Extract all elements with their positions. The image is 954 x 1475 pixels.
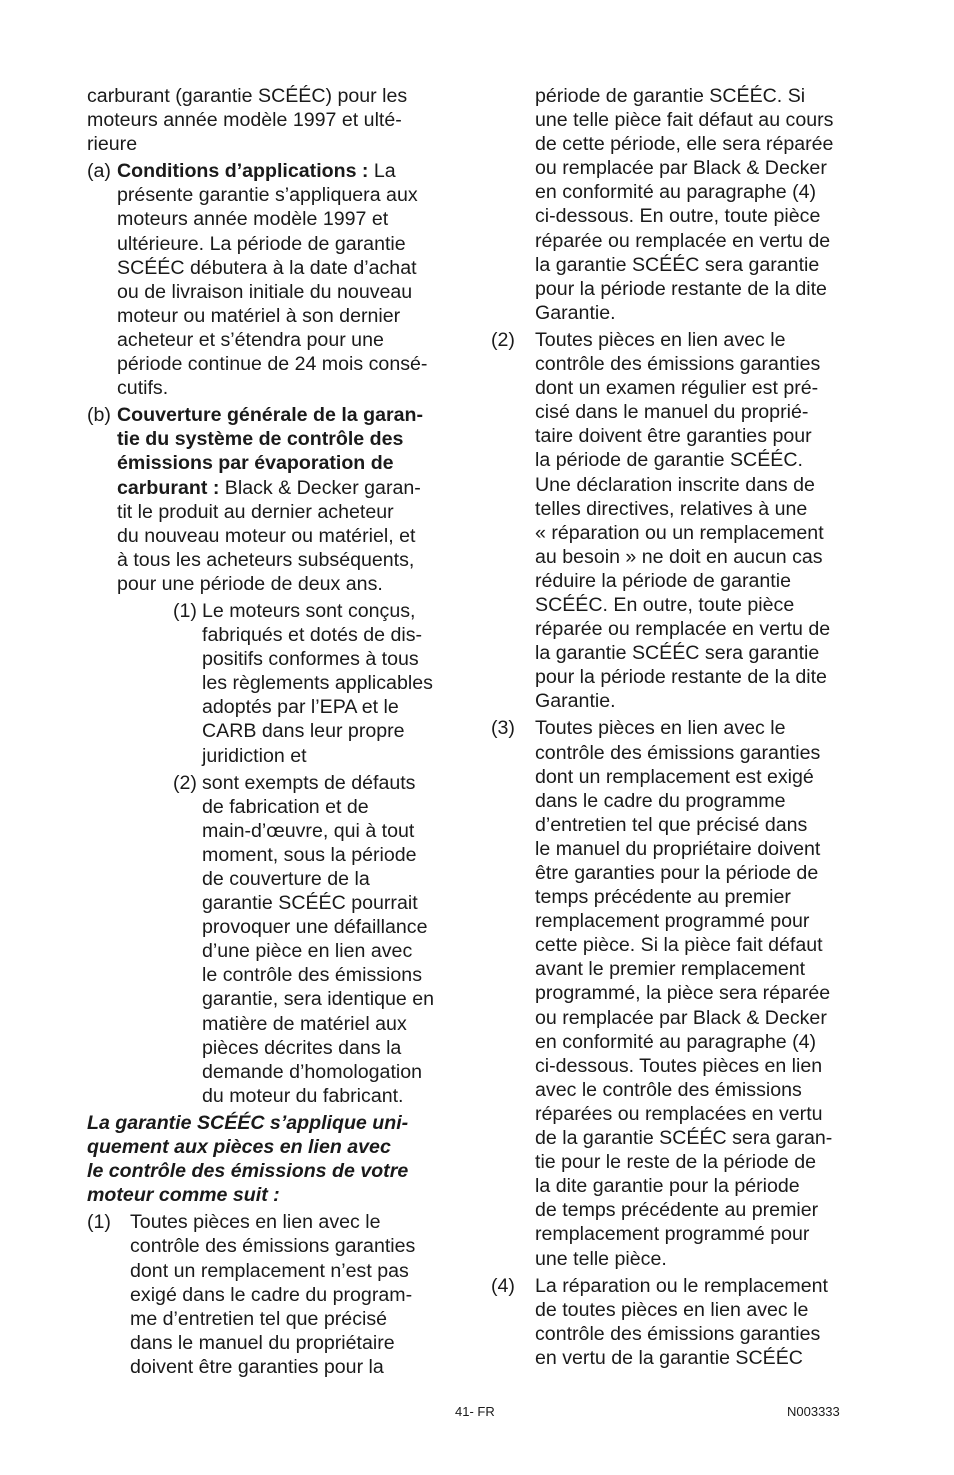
text-line: SCÉÉC débutera à la date d’achat bbox=[117, 256, 417, 279]
item-1 bbox=[87, 1210, 465, 1379]
text-line: Une déclaration inscrite dans de bbox=[535, 473, 815, 496]
text-line: La réparation ou le remplacement bbox=[535, 1274, 828, 1297]
text-line: carburant (garantie SCÉÉC) pour les bbox=[87, 85, 408, 107]
text-line: Le moteurs sont conçus, bbox=[202, 599, 416, 622]
text-line: en conformité au paragraphe (4) bbox=[535, 181, 817, 204]
text-line: à tous les acheteurs subséquents, bbox=[117, 548, 415, 571]
text-line: tie pour le reste de la période de bbox=[535, 1151, 817, 1174]
text-line: ci-dessous. Toutes pièces en lien bbox=[535, 1054, 823, 1077]
text-line: moteurs année modèle 1997 et bbox=[117, 208, 389, 231]
text-line: de la garantie SCÉÉC sera garan- bbox=[535, 1127, 833, 1150]
text-line: contrôle des émissions garanties bbox=[535, 353, 821, 376]
section-a-label: (a) bbox=[87, 160, 111, 183]
text-line: cette pièce. Si la pièce fait défaut bbox=[535, 934, 823, 957]
text-line: positifs conformes à tous bbox=[202, 648, 419, 671]
text-line: pièces décrites dans la bbox=[202, 1036, 402, 1059]
text-line: moteurs année modèle 1997 et ulté- bbox=[87, 109, 402, 132]
text-line: Garantie. bbox=[535, 301, 616, 324]
text-line: temps précédente au premier bbox=[535, 886, 791, 909]
text-line: au besoin » ne doit en aucun cas bbox=[535, 545, 823, 568]
text-line: rieure bbox=[87, 133, 138, 156]
text-line: du nouveau moteur ou matériel, et bbox=[117, 524, 416, 547]
item-1-label: (1) bbox=[87, 1211, 111, 1234]
subitem-b2 bbox=[87, 771, 465, 1108]
text-line: contrôle des émissions garanties bbox=[535, 1322, 821, 1345]
text-line: dont un examen régulier est pré- bbox=[535, 377, 819, 400]
text-line: pour la période restante de la dite bbox=[535, 277, 827, 300]
heading-line: le contrôle des émissions de votre bbox=[87, 1160, 409, 1183]
text-line: d’une pièce en lien avec bbox=[202, 940, 413, 963]
text-line: dans le cadre du programme bbox=[535, 789, 786, 812]
text-line: dans le manuel du propriétaire bbox=[130, 1331, 395, 1354]
text-line: une telle pièce fait défaut au cours bbox=[535, 109, 834, 132]
text-line: exigé dans le cadre du program- bbox=[130, 1283, 413, 1306]
text-line: la dite garantie pour la période bbox=[535, 1175, 800, 1198]
text-line: de cette période, elle sera réparée bbox=[535, 133, 834, 156]
text-line: pour la période restante de la dite bbox=[535, 666, 827, 689]
text-line: réparée ou remplacée en vertu de bbox=[535, 229, 831, 252]
text-line: ci-dessous. En outre, toute pièce bbox=[535, 205, 821, 228]
text-line: sont exempts de défauts bbox=[202, 771, 416, 794]
text-line: avec le contrôle des émissions bbox=[535, 1078, 802, 1101]
text-line: remplacement programmé pour bbox=[535, 1223, 810, 1246]
text-line: programmé, la pièce sera réparée bbox=[535, 982, 831, 1005]
text-line: les règlements applicables bbox=[202, 672, 433, 695]
text-line: la garantie SCÉÉC sera garantie bbox=[535, 253, 820, 276]
section-b-label: (b) bbox=[87, 404, 111, 427]
intro-paragraph bbox=[87, 84, 465, 156]
item-4-label: (4) bbox=[491, 1274, 515, 1297]
subitem-b2-label: (2) bbox=[173, 771, 197, 794]
text-line: cisé dans le manuel du proprié- bbox=[535, 401, 809, 424]
text-line: provoquer une défaillance bbox=[202, 916, 428, 939]
text-line: doivent être garanties pour la bbox=[130, 1355, 384, 1378]
text-line: période continue de 24 mois consé- bbox=[117, 353, 428, 376]
text-line: moment, sous la période bbox=[202, 843, 417, 866]
text-line: dont un remplacement est exigé bbox=[535, 765, 814, 788]
text-line: de fabrication et de bbox=[202, 795, 369, 818]
text-line: « réparation ou un remplacement bbox=[535, 521, 824, 544]
text-line: juridiction et bbox=[202, 744, 307, 767]
section-b bbox=[87, 403, 465, 596]
text-line: réparées ou remplacées en vertu bbox=[535, 1102, 823, 1125]
text-line: ultérieure. La période de garantie bbox=[117, 232, 406, 255]
heading-line: La garantie SCÉÉC s’applique uni- bbox=[87, 1111, 409, 1134]
document-code: N003333 bbox=[787, 1404, 840, 1419]
right-column bbox=[491, 84, 871, 1370]
text-line: présente garantie s’appliquera aux bbox=[117, 184, 418, 207]
text-line: cutifs. bbox=[117, 377, 169, 400]
text-line: la garantie SCÉÉC sera garantie bbox=[535, 642, 820, 665]
text-line: CARB dans leur propre bbox=[202, 720, 405, 743]
text-line: moteur ou matériel à son dernier bbox=[117, 304, 401, 327]
section-b-title-line: émissions par évaporation de bbox=[117, 452, 394, 475]
item-3-label: (3) bbox=[491, 717, 515, 740]
text-line: taire doivent être garanties pour bbox=[535, 425, 812, 448]
text-line: de temps précédente au premier bbox=[535, 1199, 819, 1222]
text-line: remplacement programmé pour bbox=[535, 910, 810, 933]
item-3 bbox=[491, 716, 871, 1270]
text-line: adoptés par l’EPA et le bbox=[202, 696, 399, 719]
text-fragment: La bbox=[368, 160, 396, 183]
text-line: de toutes pièces en lien avec le bbox=[535, 1298, 809, 1321]
heading-line: moteur comme suit : bbox=[87, 1184, 280, 1207]
item-2 bbox=[491, 328, 871, 714]
text-line: période de garantie SCÉÉC. Si bbox=[535, 85, 806, 107]
text-line: telles directives, relatives à une bbox=[535, 497, 808, 520]
item-1-continuation bbox=[491, 84, 871, 325]
text-fragment: Black & Decker garan- bbox=[219, 476, 421, 499]
text-line: SCÉÉC. En outre, toute pièce bbox=[535, 593, 795, 616]
subitem-b1-label: (1) bbox=[173, 599, 197, 622]
text-line: le manuel du propriétaire doivent bbox=[535, 837, 821, 860]
section-b-title-line: tie du système de contrôle des bbox=[117, 428, 404, 451]
text-line: ou remplacée par Black & Decker bbox=[535, 1006, 827, 1029]
text-line: main-d’œuvre, qui à tout bbox=[202, 819, 415, 842]
text-line: une telle pièce. bbox=[535, 1247, 667, 1270]
left-column bbox=[87, 84, 465, 1379]
text-line: ou remplacée par Black & Decker bbox=[535, 157, 827, 180]
section-b-title-line: Couverture générale de la garan- bbox=[117, 404, 423, 427]
text-line: pour une période de deux ans. bbox=[117, 572, 383, 595]
text-line: Toutes pièces en lien avec le bbox=[535, 717, 786, 740]
scope-heading bbox=[87, 1111, 465, 1207]
text-line: réparée ou remplacée en vertu de bbox=[535, 618, 831, 641]
text-line: Garantie. bbox=[535, 690, 616, 713]
text-line: la période de garantie SCÉÉC. bbox=[535, 449, 803, 472]
text-line: demande d’homologation bbox=[202, 1060, 423, 1083]
text-line: contrôle des émissions garanties bbox=[130, 1235, 416, 1258]
text-line: d’entretien tel que précisé dans bbox=[535, 813, 808, 836]
text-line: Toutes pièces en lien avec le bbox=[535, 328, 786, 351]
text-line: garantie SCÉÉC pourrait bbox=[202, 892, 418, 915]
subitem-b1 bbox=[87, 599, 465, 768]
text-line: du moteur du fabricant. bbox=[202, 1084, 404, 1107]
text-line: ou de livraison initiale du nouveau bbox=[117, 280, 413, 303]
text-line: Toutes pièces en lien avec le bbox=[130, 1211, 381, 1234]
text-line: fabriqués et dotés de dis- bbox=[202, 624, 423, 647]
text-line: le contrôle des émissions bbox=[202, 964, 422, 987]
section-a bbox=[87, 159, 465, 400]
text-line: de couverture de la bbox=[202, 868, 370, 890]
text-line: contrôle des émissions garanties bbox=[535, 741, 821, 764]
text-line: matière de matériel aux bbox=[202, 1012, 407, 1035]
text-line: dont un remplacement n’est pas bbox=[130, 1259, 409, 1282]
item-4 bbox=[491, 1274, 871, 1370]
text-line: être garanties pour la période de bbox=[535, 862, 819, 884]
heading-line: quement aux pièces en lien avec bbox=[87, 1136, 391, 1159]
text-line: en vertu de la garantie SCÉÉC bbox=[535, 1346, 803, 1369]
text-line: me d’entretien tel que précisé bbox=[130, 1307, 388, 1330]
text-line: en conformité au paragraphe (4) bbox=[535, 1030, 817, 1053]
page-number: 41- FR bbox=[455, 1404, 495, 1419]
text-line: garantie, sera identique en bbox=[202, 988, 435, 1011]
text-line: avant le premier remplacement bbox=[535, 958, 806, 981]
item-2-label: (2) bbox=[491, 328, 515, 351]
text-line: réduire la période de garantie bbox=[535, 569, 791, 592]
section-a-title: Conditions d’applications : bbox=[117, 160, 369, 183]
section-b-title-line: carburant : bbox=[117, 476, 220, 499]
text-line: acheteur et s’étendra pour une bbox=[117, 328, 384, 351]
text-line: tit le produit au dernier acheteur bbox=[117, 500, 394, 523]
